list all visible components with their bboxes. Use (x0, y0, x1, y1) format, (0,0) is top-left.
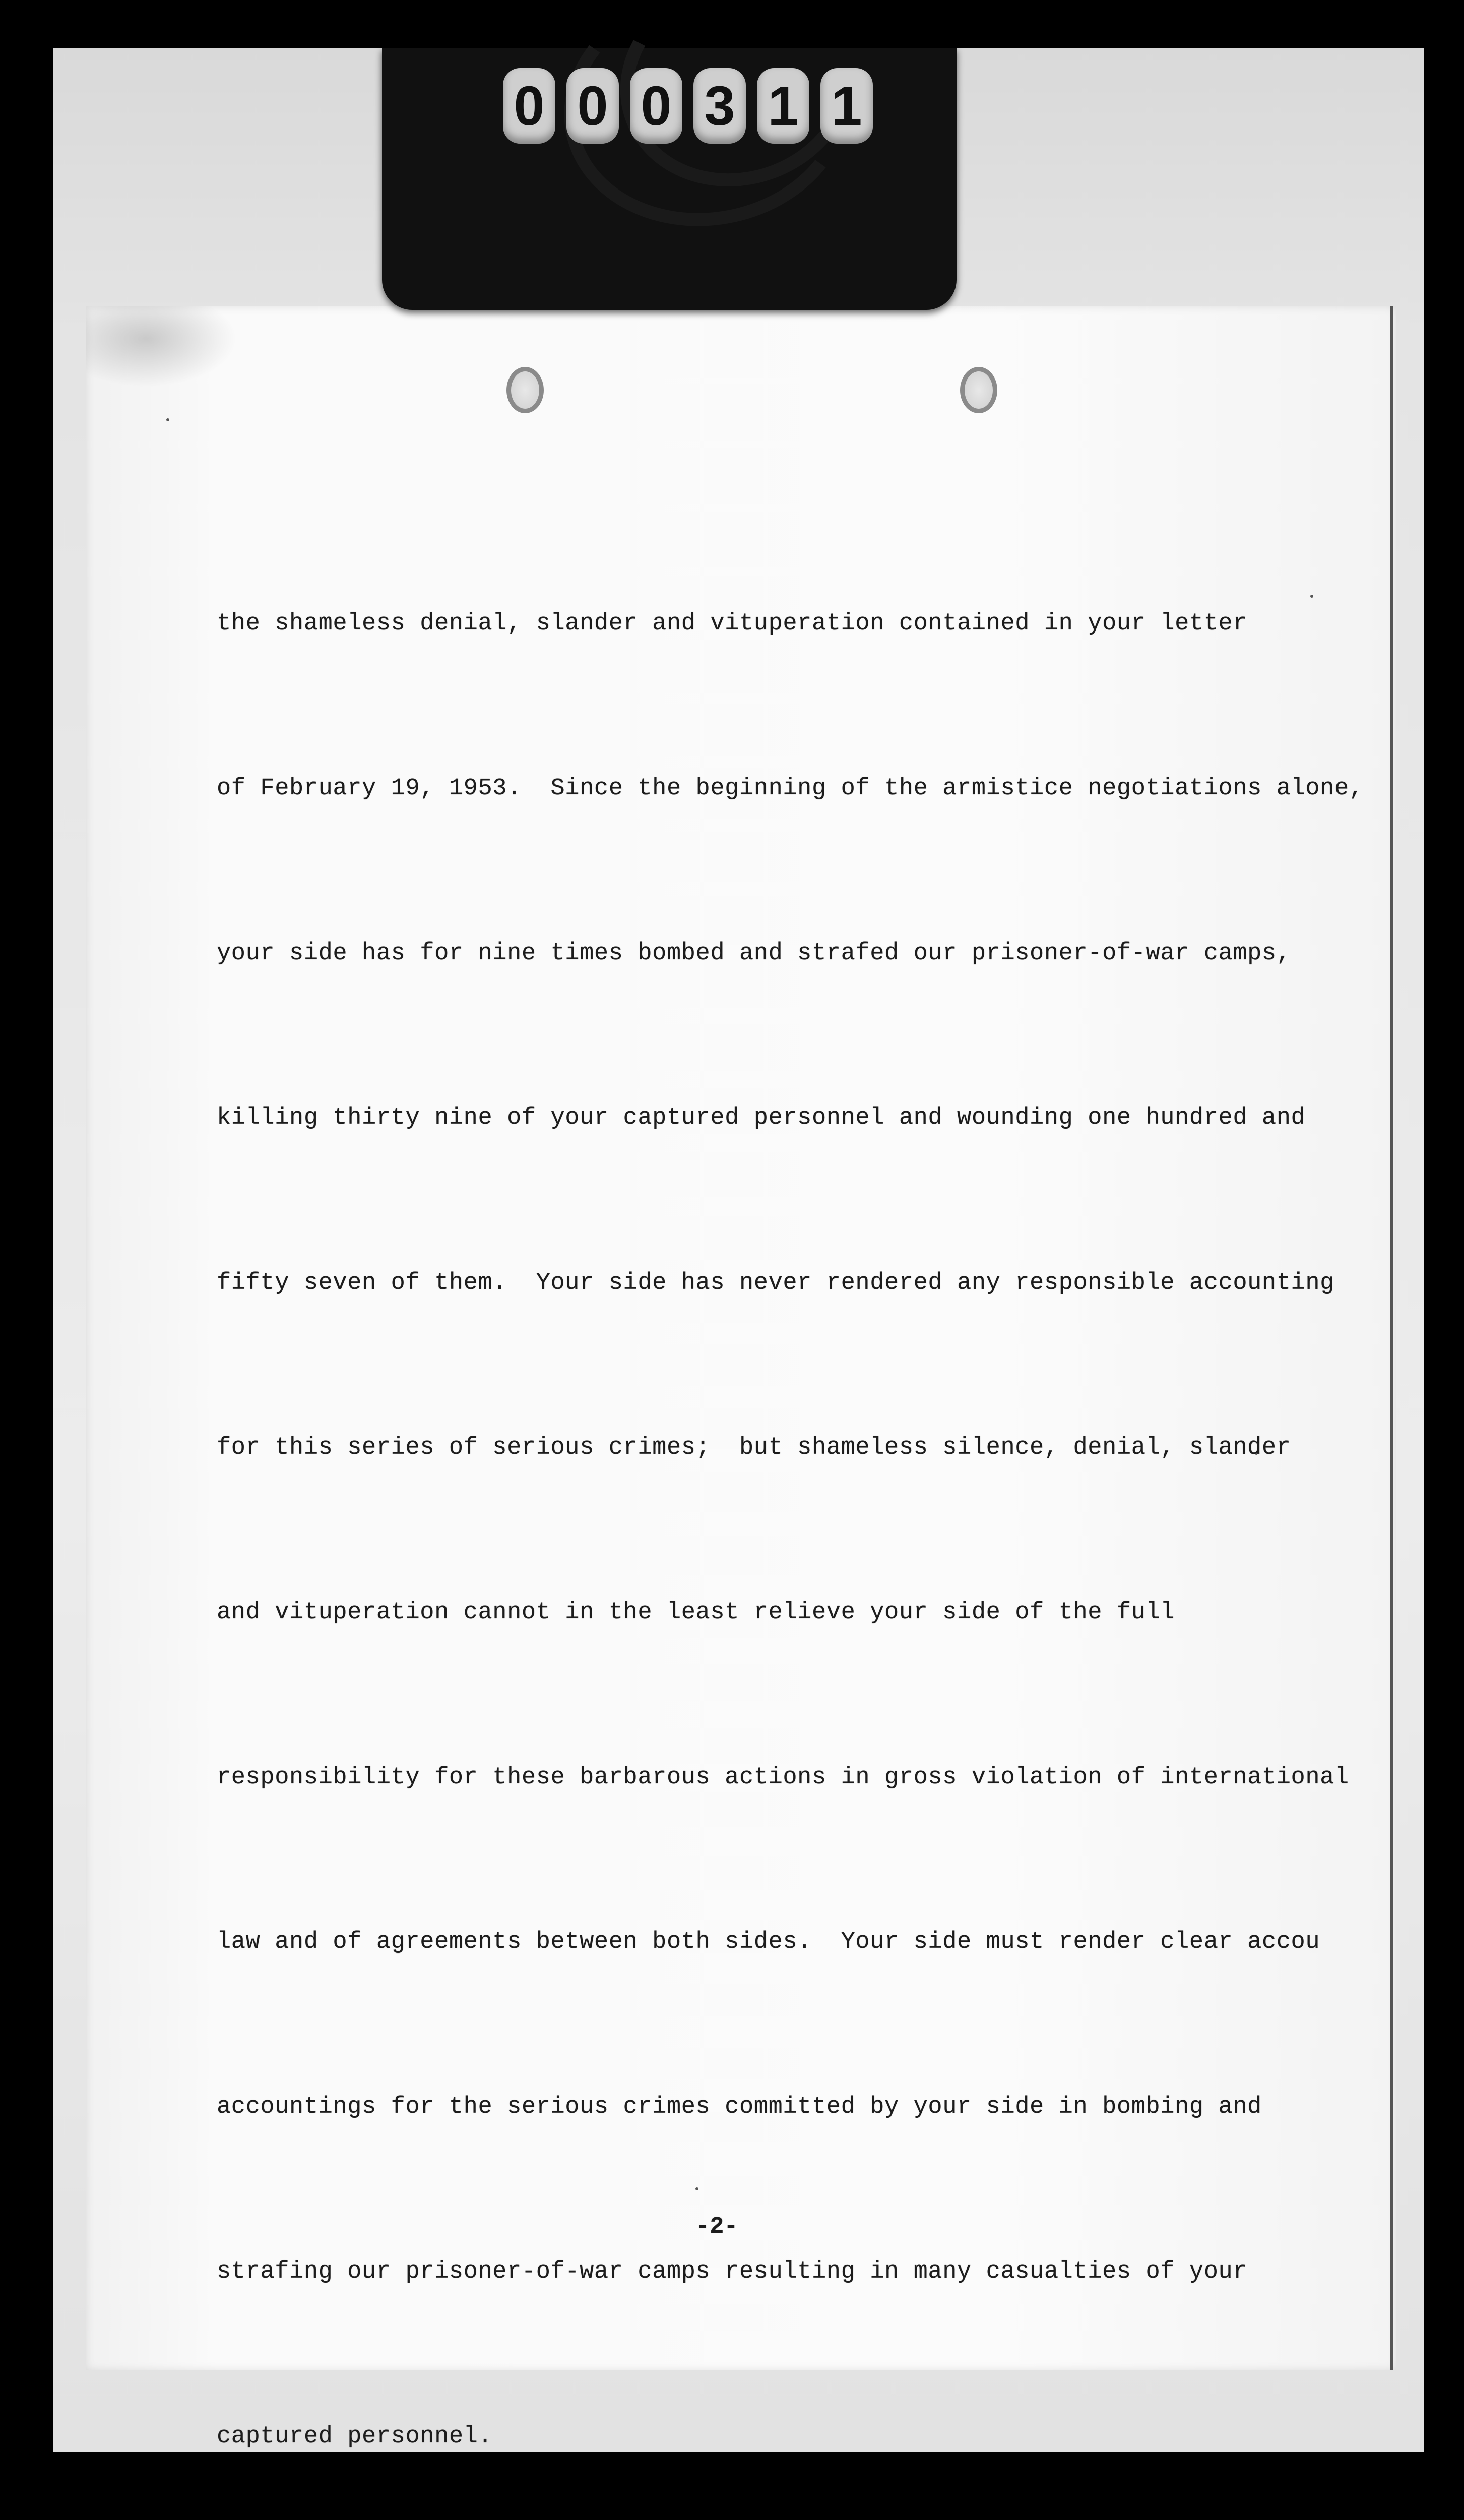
text-line: killing thirty nine of your captured personnel and wounding one hundred and (217, 1105, 1306, 1131)
text-line: your side has for nine times bombed and strafed our prisoner-of-war camps, (217, 940, 1291, 967)
page-smudge (86, 306, 237, 387)
text-line: fifty seven of them. Your side has never rendered any responsible accounting (217, 1270, 1334, 1296)
text-line: law and of agreements between both sides. Your side must render clear accou (217, 1929, 1320, 1956)
counter-digit: 1 (757, 68, 809, 144)
counter-digit: 3 (693, 68, 746, 144)
page-number: -2- (695, 2214, 738, 2240)
text-line: for this series of serious crimes; but shameless silence, denial, slander (217, 1434, 1291, 1461)
text-line: and vituperation cannot in the least relieve your side of the full (217, 1599, 1175, 1626)
counter-digit: 0 (503, 68, 555, 144)
punch-hole (506, 367, 544, 413)
text-line: accountings for the serious crimes committed by your side in bombing and (217, 2094, 1262, 2120)
frame-counter-device (382, 48, 957, 310)
counter-digit: 1 (820, 68, 873, 144)
counter-digit: 0 (566, 68, 619, 144)
document-body (217, 486, 1364, 2520)
counter-digit: 0 (630, 68, 682, 144)
text-line: responsibility for these barbarous actions in gross violation of international (217, 1764, 1349, 1791)
speck (166, 418, 169, 421)
text-line: the shameless denial, slander and vituperation contained in your letter (217, 610, 1248, 637)
text-line: strafing our prisoner-of-war camps resulting in many casualties of your (217, 2258, 1248, 2285)
page-edge (1390, 306, 1393, 2370)
counter-digits (503, 68, 873, 144)
text-line: of February 19, 1953. Since the beginning of the armistice negotiations alone, (217, 775, 1364, 802)
text-line: captured personnel. (217, 2423, 493, 2450)
punch-hole (960, 367, 997, 413)
